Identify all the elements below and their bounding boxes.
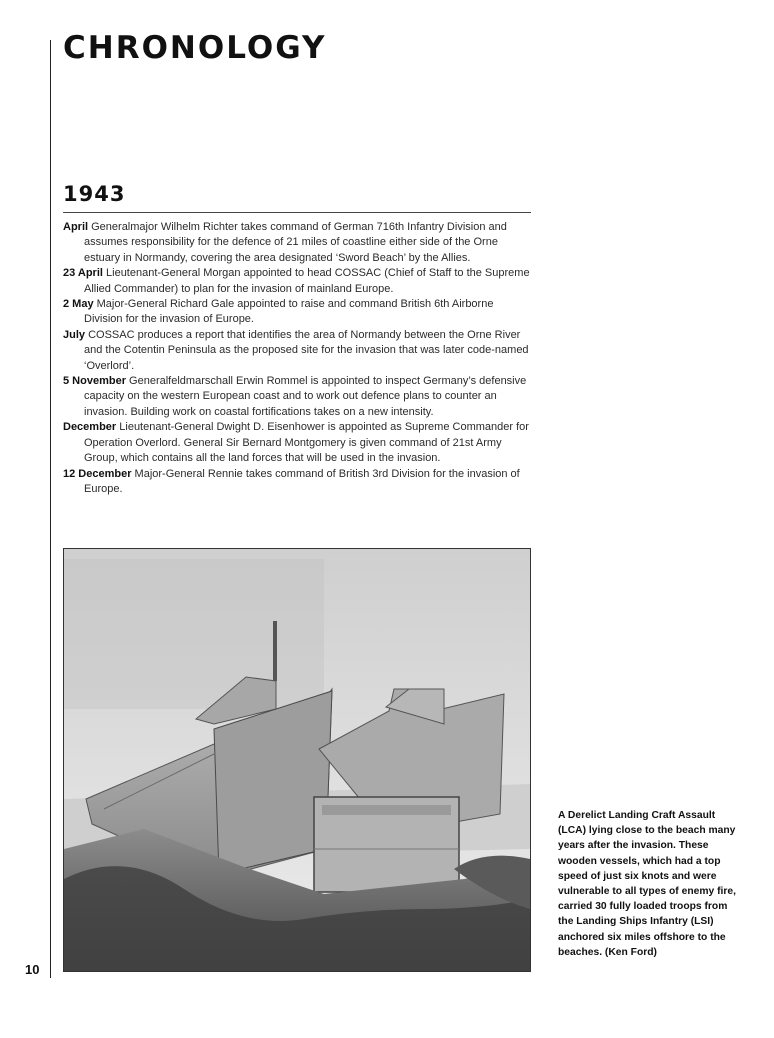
chronology-entry: [63, 297, 531, 328]
entry-text: Generalmajor Wilhelm Richter takes command of German 716th Infantry Division and assumes responsibility for the defence of 21 miles of coastline either side of the Orne estuary in Normandy, covering the area designated ‘Sword Beach’ by the Allies.: [84, 221, 507, 264]
entry-date: 2 May: [63, 298, 94, 311]
chronology-entry: [63, 220, 531, 266]
photo-illustration: [64, 549, 530, 971]
entry-date: April: [63, 221, 89, 233]
entry-text: COSSAC produces a report that identifies the area of Normandy between the Orne River and the Cotentin Peninsula as the proposed site for the invasion that was later code-named ‘Overlord’.: [84, 328, 529, 372]
entry-text: Major-General Richard Gale appointed to raise and command British 6th Airborne Division for the invasion of Europe.: [84, 298, 494, 326]
photo-caption: A Derelict Landing Craft Assault (LCA) lying close to the beach many years after the invasion. These wooden vessels, which had a top speed of just six knots and were vulnerable to all types of enemy fire, carried 30 fully loaded troops from the Landing Ships Infantry (LSI) anchored six miles offshore to the beaches. (Ken Ford): [558, 810, 736, 958]
margin-rule: [50, 40, 51, 978]
entry-text: Lieutenant-General Morgan appointed to head COSSAC (Chief of Staff to the Supreme Allied Commander) to plan for the invasion of mainland Europe.: [84, 267, 530, 295]
entry-date: July: [63, 328, 86, 341]
entry-text: Lieutenant-General Dwight D. Eisenhower is appointed as Supreme Commander for Operation Overlord. General Sir Bernard Montgomery is given command of 21st Army Group, which contains all the land forces that will be used in the invasion.: [84, 421, 529, 465]
chronology-entry: [63, 467, 531, 498]
entry-date: 5 November: [63, 375, 126, 388]
entry-text: Generalfeldmarschall Erwin Rommel is appointed to inspect Germany’s defensive capacity on the western European coast and to work out defence plans to counter an invasion. Building work on coastal fortifications takes on a new intensity.: [84, 375, 527, 418]
chronology-entry: [63, 266, 531, 297]
entry-date: 12 December: [63, 467, 132, 480]
entry-date: December: [63, 421, 117, 434]
chronology-entry: [63, 328, 531, 374]
chronology-entry: [63, 374, 531, 420]
page-title: CHRONOLOGY: [63, 30, 327, 66]
entry-date: 23 April: [63, 267, 103, 280]
landing-craft-photo: [63, 548, 531, 972]
section-divider: [63, 212, 531, 213]
chronology-entries: [63, 220, 531, 497]
section-year-heading: 1943: [63, 182, 126, 206]
page-number: 10: [25, 962, 40, 977]
chronology-entry: [63, 420, 531, 466]
entry-text: Major-General Rennie takes command of British 3rd Division for the invasion of Europe.: [84, 467, 520, 495]
